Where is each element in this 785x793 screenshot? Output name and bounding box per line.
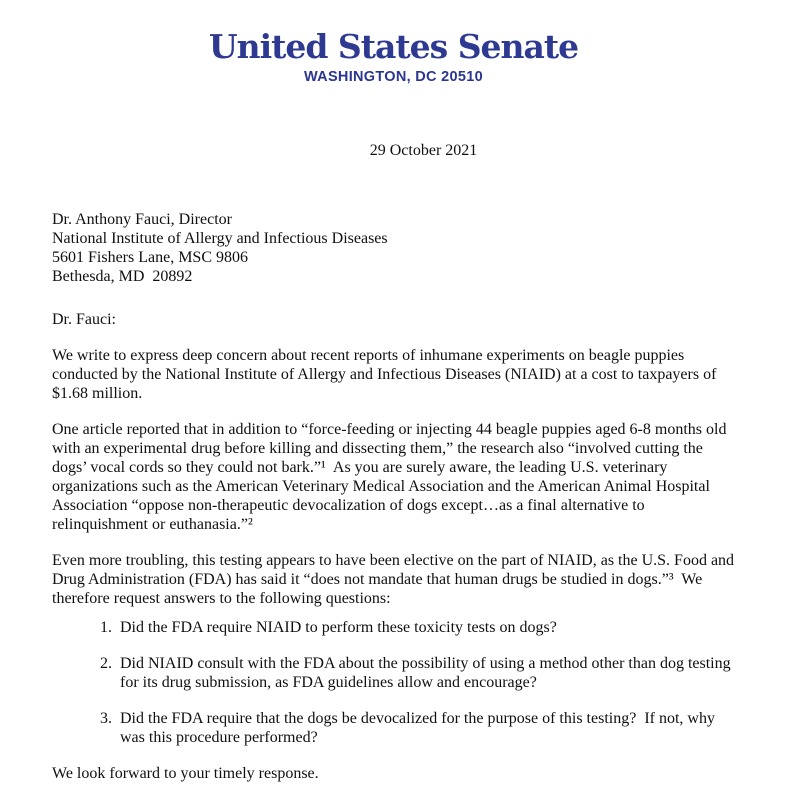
paragraph-concern: We write to express deep concern about recent reports of inhumane experiments on beagle puppies conducted by the National Institute of Allergy and Infectious Diseases (NIAID) at a cost to taxpayers of $1.68 million. <box>52 346 721 402</box>
recipient-institution: National Institute of Allergy and Infectious Diseases <box>52 229 388 247</box>
questions-list <box>52 618 735 747</box>
letter-date: 29 October 2021 <box>369 141 478 159</box>
question-item-3: 3. Did the FDA require that the dogs be devocalized for the purpose of this testing? If not, why was this procedure performed? <box>116 709 735 747</box>
letterhead-org: United States Senate <box>208 27 579 66</box>
question-item-2: 2. Did NIAID consult with the FDA about the possibility of using a method other than dog testing for its drug submission, as FDA guidelines allow and encourage? <box>116 654 735 692</box>
letterhead-address: WASHINGTON, DC 20510 <box>304 68 483 85</box>
salutation: Dr. Fauci: <box>52 310 116 328</box>
recipient-city: Bethesda, MD 20892 <box>52 267 193 285</box>
recipient-street: 5601 Fishers Lane, MSC 9806 <box>52 248 248 266</box>
recipient-name: Dr. Anthony Fauci, Director <box>52 210 232 228</box>
paragraph-article-report: One article reported that in addition to “force-feeding or injecting 44 beagle puppies aged 6-8 months old with an experimental drug before killing and dissecting them,” the research also “involved cutting the dogs’ vocal cords so they could not bark.”¹ As you are surely aware, the leading U.S. veterinary organizations such as the American Veterinary Medical Association and the American Animal Hospital Association “oppose non-therapeutic devocalization of dogs except…as a final alternative to relinquishment or euthanasia.”² <box>52 420 731 533</box>
recipient-block <box>52 210 735 286</box>
paragraph-fda-elective: Even more troubling, this testing appears to have been elective on the part of NIAID, as the U.S. Food and Drug Administration (FDA) has said it “does not mandate that human drugs be studied in dogs.”³ We therefore request answers to the following questions: <box>52 551 739 607</box>
question-item-1: 1. Did the FDA require NIAID to perform these toxicity tests on dogs? <box>116 618 735 637</box>
letterhead <box>52 27 735 85</box>
closing-line: We look forward to your timely response. <box>52 764 319 782</box>
